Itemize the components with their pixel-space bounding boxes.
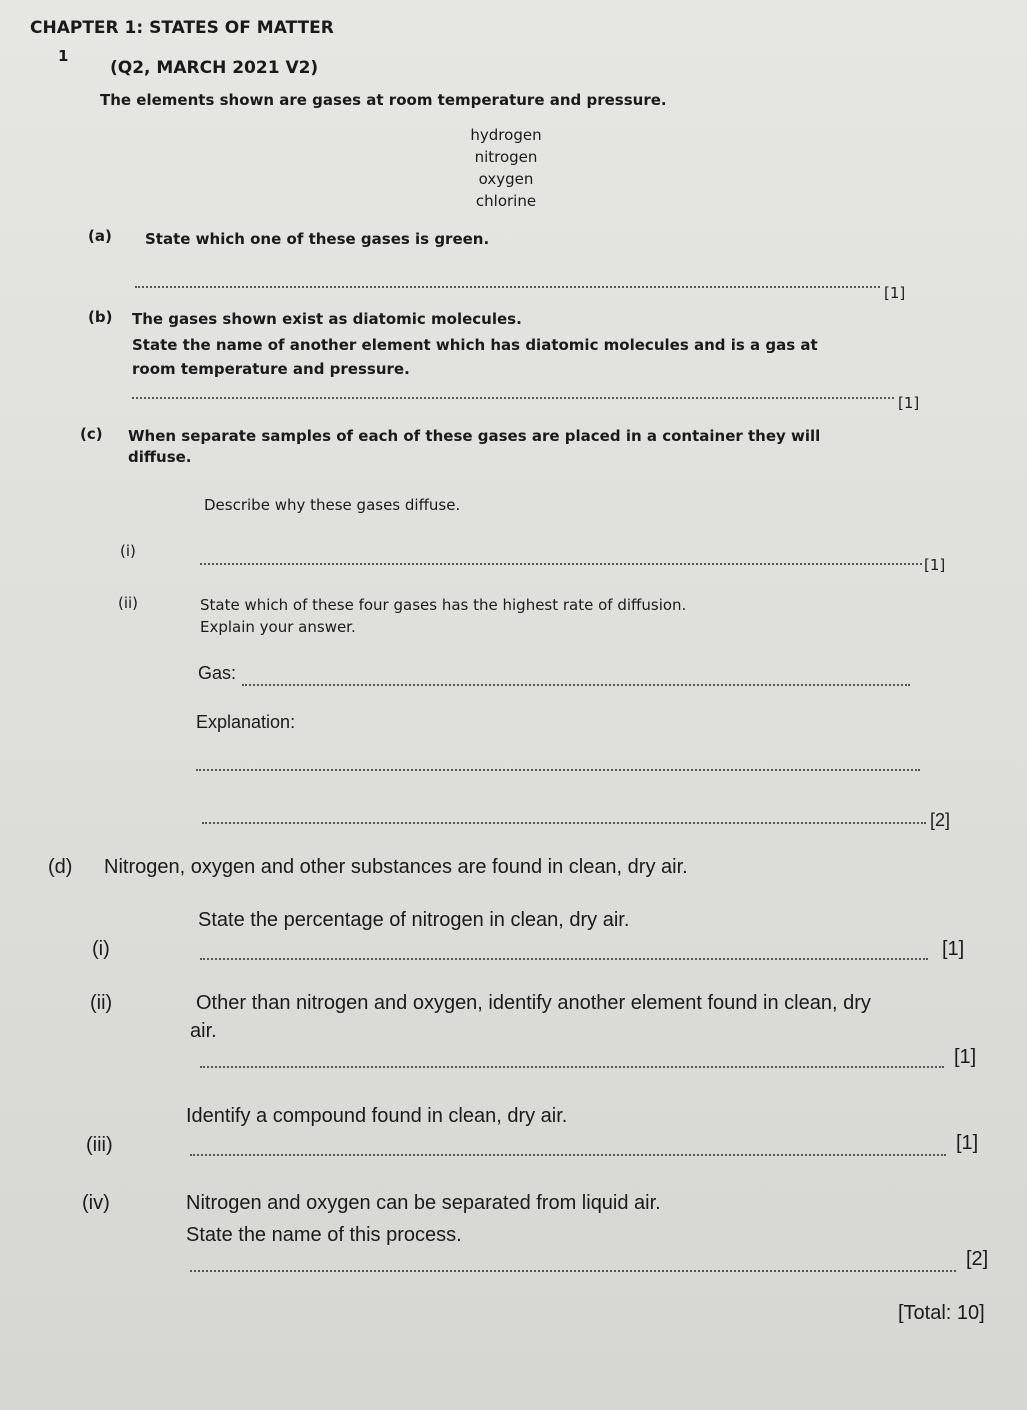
answer-line-d-ii[interactable] <box>200 1066 944 1068</box>
marks-d-iii: [1] <box>956 1132 979 1154</box>
part-d-ii-line-2: air. <box>190 1020 217 1042</box>
part-c-ii-label: (ii) <box>118 594 139 612</box>
gas-list-item: chlorine <box>475 192 537 210</box>
part-a-label: (a) <box>88 227 112 245</box>
part-b-line-1: The gases shown exist as diatomic molecules. <box>132 310 522 328</box>
part-c-line-1: When separate samples of each of these gases are placed in a container they will <box>128 427 821 445</box>
question-source: (Q2, MARCH 2021 V2) <box>110 58 319 78</box>
part-d-iv-line-1: Nitrogen and oxygen can be separated from liquid air. <box>186 1192 661 1214</box>
part-c-i-label: (i) <box>120 542 136 560</box>
question-intro: The elements shown are gases at room temperature and pressure. <box>100 91 667 109</box>
answer-line-b[interactable] <box>132 397 894 399</box>
marks-d-i: [1] <box>942 938 965 960</box>
part-c-ii-line-1: State which of these four gases has the highest rate of diffusion. <box>200 596 687 614</box>
marks-c-ii: [2] <box>930 810 951 830</box>
answer-line-d-iv[interactable] <box>190 1270 956 1272</box>
part-d-ii-line-1: Other than nitrogen and oxygen, identify another element found in clean, dry <box>196 992 871 1014</box>
answer-line-c-i[interactable] <box>200 563 922 565</box>
answer-line-d-i[interactable] <box>200 958 928 960</box>
part-b-line-3: room temperature and pressure. <box>132 360 410 378</box>
explanation-label: Explanation: <box>196 712 296 732</box>
part-a-question: State which one of these gases is green. <box>145 230 490 248</box>
marks-d-iv: [2] <box>966 1248 989 1270</box>
answer-line-d-iii[interactable] <box>190 1154 946 1156</box>
gas-list-item: oxygen <box>478 170 534 188</box>
part-d-iv-line-2: State the name of this process. <box>186 1224 462 1246</box>
marks-a: [1] <box>884 284 906 302</box>
gas-answer-line[interactable] <box>242 684 910 686</box>
gas-list-item: hydrogen <box>470 126 542 144</box>
part-d-iii-label: (iii) <box>86 1134 113 1156</box>
question-number: 1 <box>58 47 69 65</box>
part-c-prompt: Describe why these gases diffuse. <box>204 496 461 514</box>
explanation-line-1[interactable] <box>196 769 920 771</box>
answer-line-a[interactable] <box>135 286 880 288</box>
part-c-label: (c) <box>80 425 103 443</box>
part-d-i-label: (i) <box>92 938 110 960</box>
total-marks: [Total: 10] <box>898 1302 985 1324</box>
gas-answer-label: Gas: <box>198 663 237 683</box>
explanation-line-2[interactable] <box>202 822 926 824</box>
part-b-label: (b) <box>88 308 113 326</box>
marks-b: [1] <box>898 394 920 412</box>
part-c-ii-line-2: Explain your answer. <box>200 618 356 636</box>
marks-d-ii: [1] <box>954 1046 977 1068</box>
marks-c-i: [1] <box>924 556 946 574</box>
part-d-iv-label: (iv) <box>82 1192 110 1214</box>
part-c-line-2: diffuse. <box>128 448 192 466</box>
part-d-i-prompt: State the percentage of nitrogen in clean, dry air. <box>198 909 630 931</box>
part-d-ii-label: (ii) <box>90 992 113 1014</box>
part-d-iii-prompt: Identify a compound found in clean, dry air. <box>186 1105 568 1127</box>
gas-list-item: nitrogen <box>474 148 538 166</box>
part-d-intro: Nitrogen, oxygen and other substances are found in clean, dry air. <box>104 856 688 878</box>
part-b-line-2: State the name of another element which has diatomic molecules and is a gas at <box>132 336 818 354</box>
chapter-title: CHAPTER 1: STATES OF MATTER <box>30 18 334 38</box>
part-d-label: (d) <box>48 856 73 878</box>
